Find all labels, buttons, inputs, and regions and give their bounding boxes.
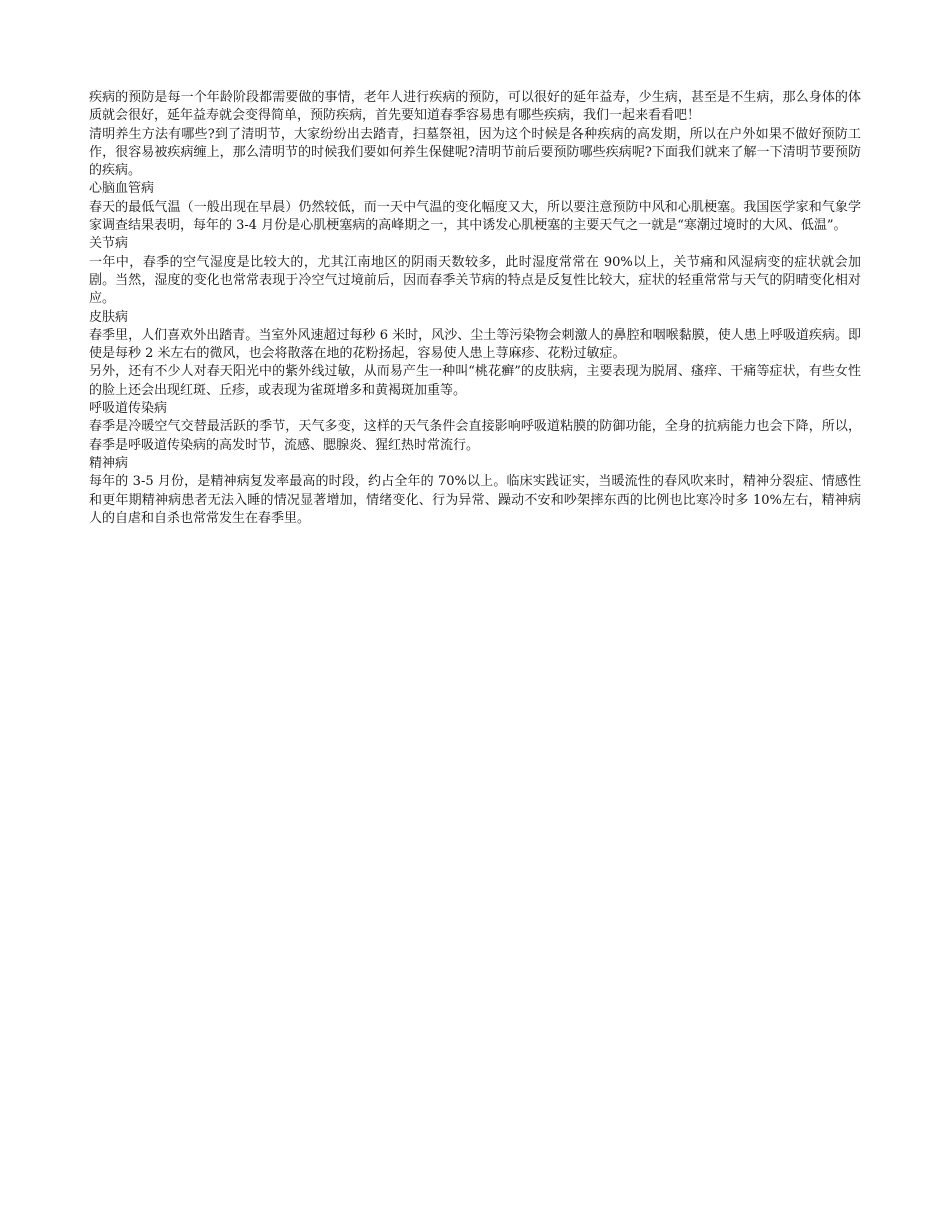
section-heading-skin: 皮肤病 — [89, 309, 129, 325]
section-heading-mental: 精神病 — [89, 455, 129, 471]
section-heading-respiratory: 呼吸道传染病 — [89, 401, 168, 417]
intro-paragraph-1: 疾病的预防是每一个年龄阶段都需要做的事情，老年人进行疾病的预防，可以很好的延年益寿，少生病，甚至是不生病，那么身体的体质就会很好，延年益寿就会变得简单，预防疾病，首先要知道春季容易患有哪些疾病，我们一起来看看吧！ — [89, 90, 861, 124]
section-paragraph-mental-1: 每年的 3-5 月份，是精神病复发率最高的时段，约占全年的 70%以上。临床实践证实，当暖流性的春风吹来时，精神分裂症、情感性和更年期精神病患者无法入睡的情况显著增加，情绪变化、行为异常、躁动不安和吵架摔东西的比例也比寒冷时多 10%左右，精神病人的自虐和自杀也常常发生在春季里。 — [89, 474, 861, 526]
document-body — [89, 89, 861, 528]
intro-paragraph-2: 清明养生方法有哪些?到了清明节，大家纷纷出去踏青，扫墓祭祖，因为这个时候是各种疾病的高发期，所以在户外如果不做好预防工作，很容易被疾病缠上，那么清明节的时候我们要如何养生保健呢?清明节前后要预防哪些疾病呢?下面我们就来了解一下清明节要预防的疾病。 — [89, 126, 861, 179]
section-paragraph-skin-1: 春季里，人们喜欢外出踏青。当室外风速超过每秒 6 米时，风沙、尘土等污染物会刺激人的鼻腔和咽喉黏膜，使人患上呼吸道疾病。即使是每秒 2 米左右的微风，也会将散落在地的花粉扬起，容易使人患上荨麻疹、花粉过敏症。 — [89, 327, 861, 362]
section-paragraph-joint-1: 一年中，春季的空气湿度是比较大的，尤其江南地区的阴雨天数较多，此时湿度常常在 90%以上，关节痛和风湿病变的症状就会加剧。当然，湿度的变化也常常表现于冷空气过境前后，因而春季关节病的特点是反复性比较大，症状的轻重常常与天气的阴晴变化相对应。 — [89, 254, 861, 307]
section-heading-cardiovascular: 心脑血管病 — [89, 181, 155, 197]
section-heading-joint: 关节病 — [89, 236, 129, 252]
section-paragraph-skin-2: 另外，还有不少人对春天阳光中的紫外线过敏，从而易产生一种叫“桃花癣”的皮肤病，主要表现为脱屑、瘙痒、干痛等症状，有些女性的脸上还会出现红斑、丘疹，或表现为雀斑增多和黄褐斑加重等。 — [89, 364, 861, 398]
section-paragraph-respiratory-1: 春季是冷暖空气交替最活跃的季节，天气多变，这样的天气条件会直接影响呼吸道粘膜的防御功能，全身的抗病能力也会下降，所以，春季是呼吸道传染病的高发时节，流感、腮腺炎、猩红热时常流行。 — [89, 419, 861, 453]
section-paragraph-cardiovascular-1: 春天的最低气温（一般出现在早晨）仍然较低，而一天中气温的变化幅度又大，所以要注意预防中风和心肌梗塞。我国医学家和气象学家调查结果表明，每年的 3-4 月份是心肌梗塞病的高峰期之一，其中诱发心肌梗塞的主要天气之一就是“寒潮过境时的大风、低温”。 — [89, 199, 861, 234]
